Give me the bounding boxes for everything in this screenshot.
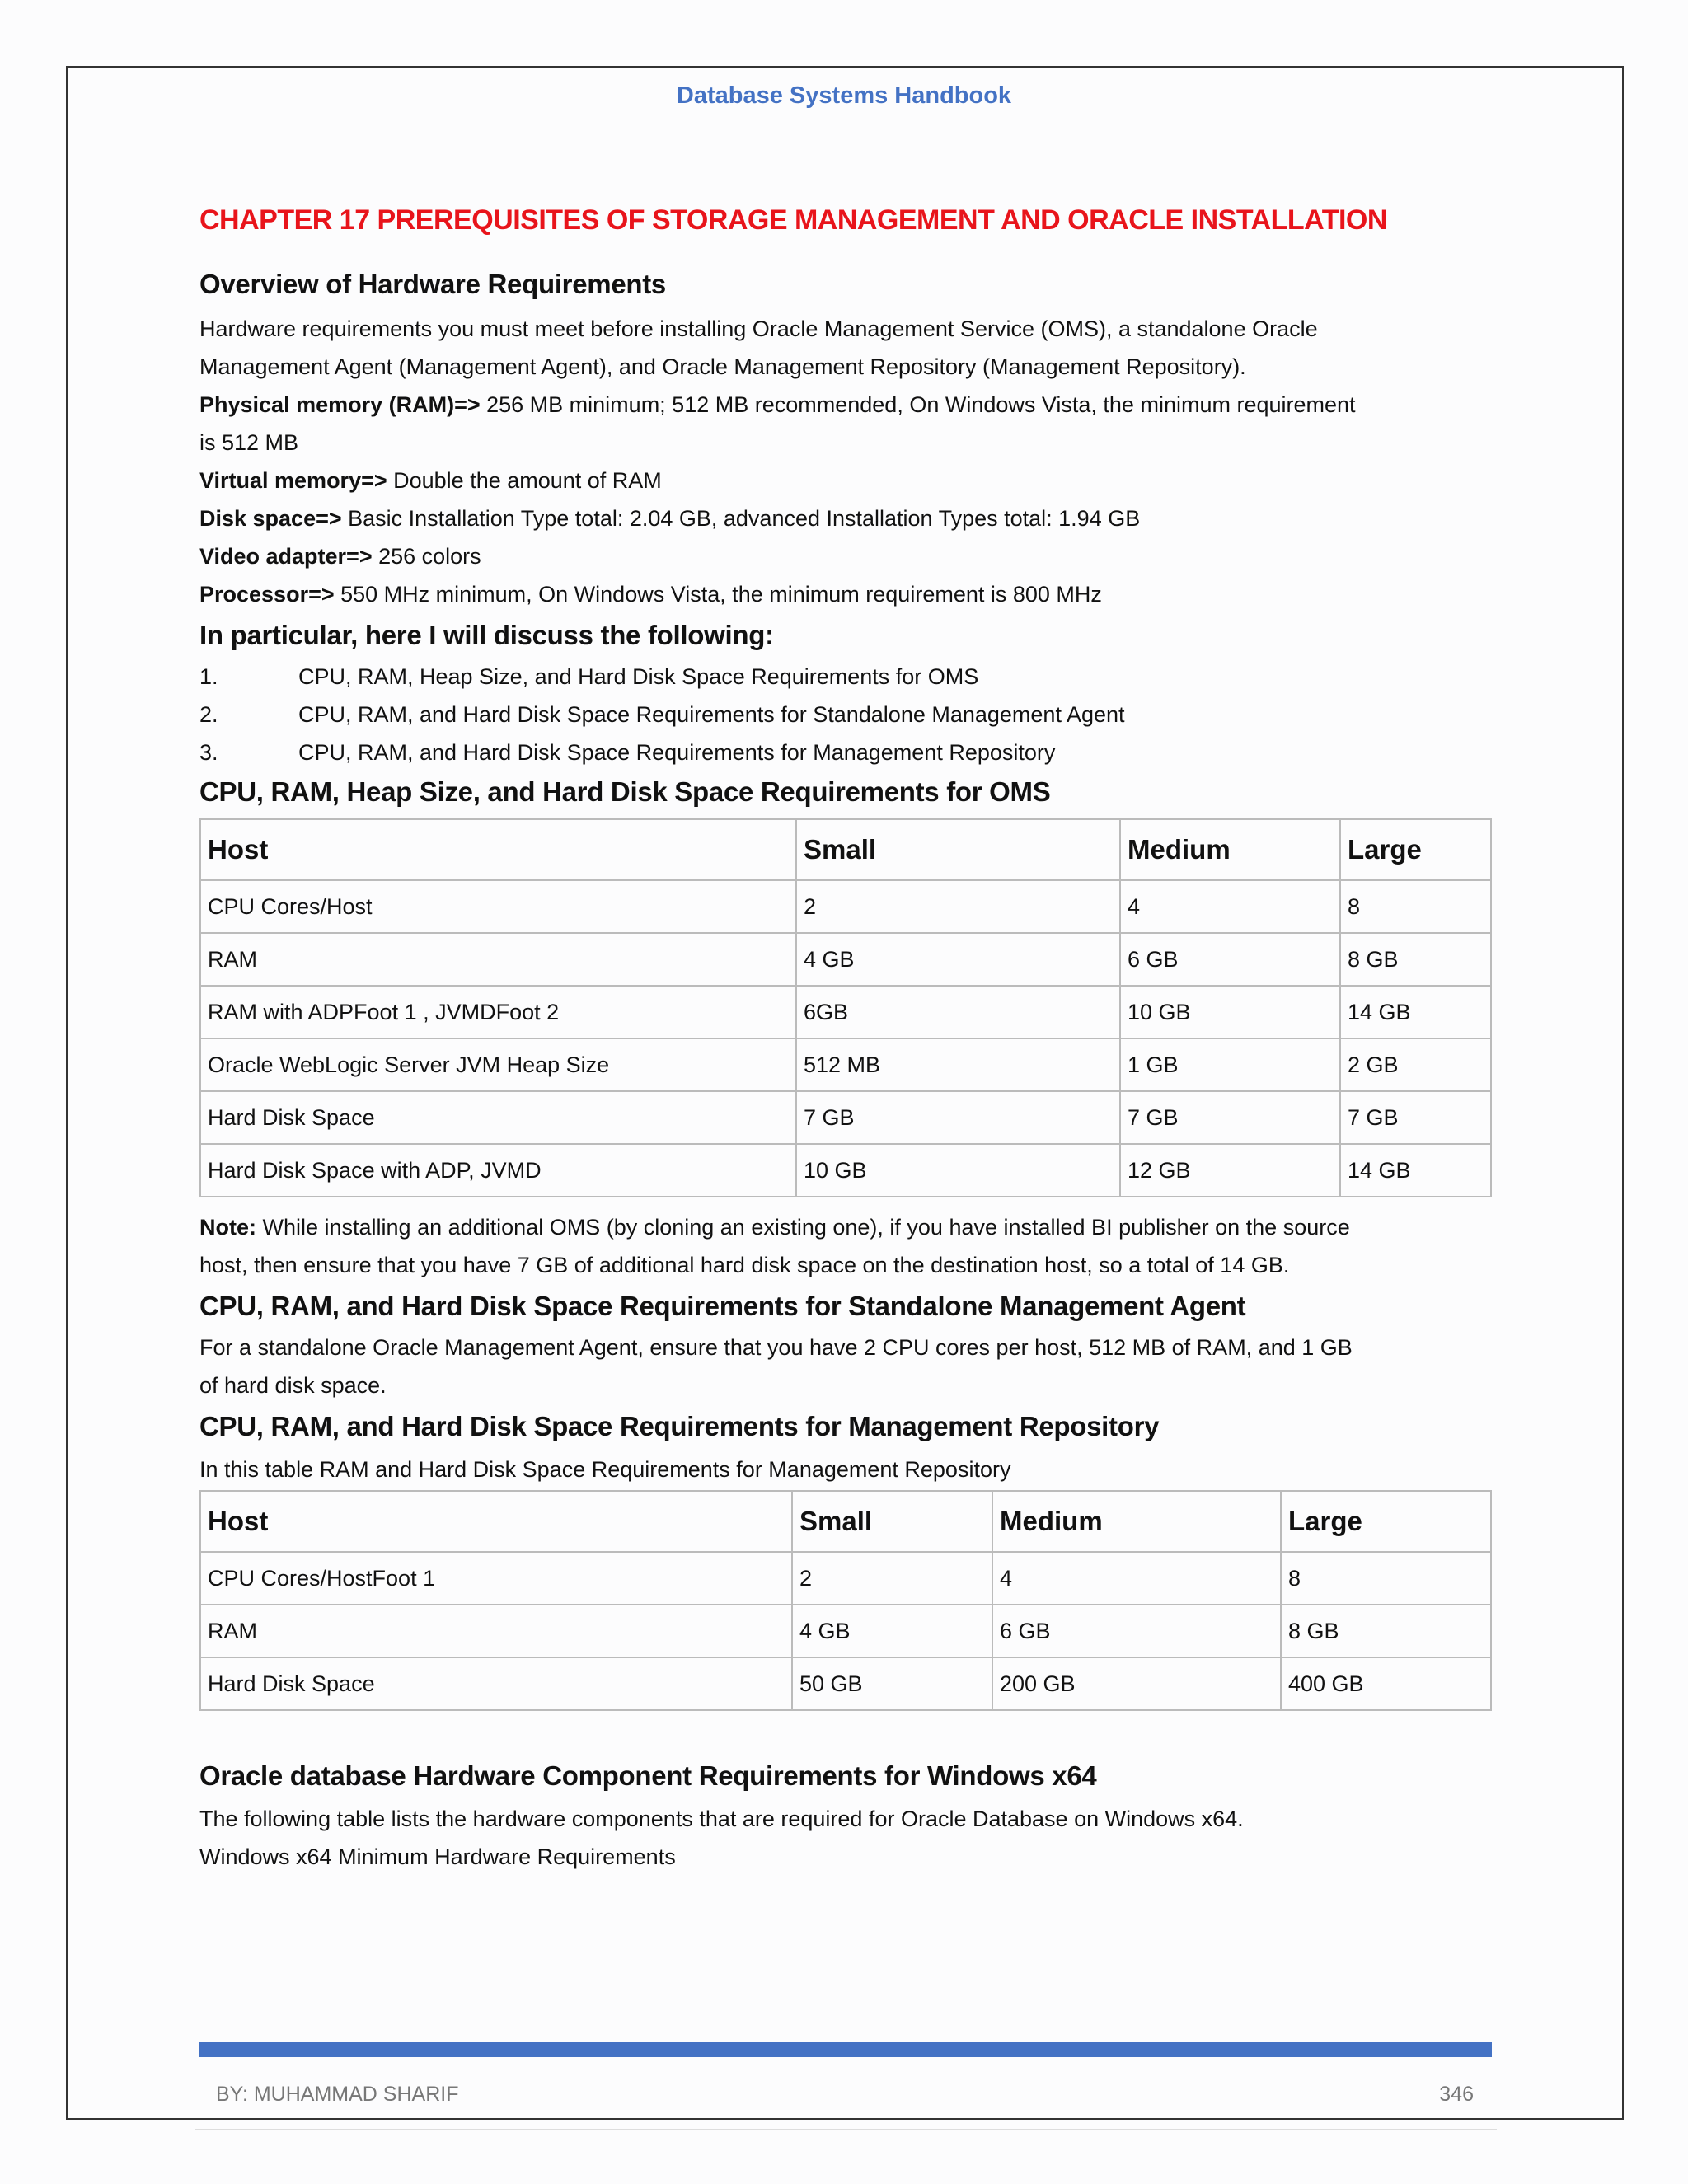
requirement-processor — [199, 575, 1493, 613]
chapter-title: CHAPTER 17 PREREQUISITES OF STORAGE MANAGEMENT AND ORACLE INSTALLATION — [199, 204, 1387, 236]
table-row — [200, 1091, 1491, 1144]
requirement-disk — [199, 499, 1493, 537]
table-cell: 8 — [1281, 1552, 1491, 1605]
table-row — [200, 1552, 1491, 1605]
value: Basic Installation Type total: 2.04 GB, advanced Installation Types total: 1.94 GB — [341, 506, 1141, 531]
note-text: While installing an additional OMS (by cloning an existing one), if you have installed BI publisher on the source — [256, 1215, 1350, 1240]
table-cell: 7 GB — [1340, 1091, 1491, 1144]
table-cell: Hard Disk Space — [200, 1091, 796, 1144]
value: 550 MHz minimum, On Windows Vista, the minimum requirement is 800 MHz — [334, 582, 1102, 607]
table-cell: Hard Disk Space — [200, 1657, 792, 1710]
running-header: Database Systems Handbook — [676, 82, 1012, 109]
table-cell: 2 — [796, 880, 1120, 933]
table-cell: 6GB — [796, 986, 1120, 1038]
topic-list — [199, 658, 1493, 771]
table-cell: 1 GB — [1120, 1038, 1340, 1091]
repo-intro — [199, 1451, 1493, 1488]
table-cell: 4 GB — [796, 933, 1120, 986]
header-cell: Small — [792, 1491, 992, 1552]
table-cell: 50 GB — [792, 1657, 992, 1710]
footer-author: BY: MUHAMMAD SHARIF — [216, 2083, 459, 2106]
oms-heading: CPU, RAM, Heap Size, and Hard Disk Space Requirements for OMS — [199, 776, 1051, 807]
table-cell: Oracle WebLogic Server JVM Heap Size — [200, 1038, 796, 1091]
label: Processor=> — [199, 582, 335, 607]
table-cell: 10 GB — [1120, 986, 1340, 1038]
windows-body — [199, 1800, 1493, 1876]
list-text: CPU, RAM, Heap Size, and Hard Disk Space Requirements for OMS — [298, 664, 979, 689]
header-cell: Large — [1340, 819, 1491, 880]
windows-line: The following table lists the hardware components that are required for Oracle Database on Windows x64. — [199, 1807, 1244, 1831]
table-cell: 6 GB — [992, 1605, 1281, 1657]
value: 256 colors — [372, 544, 481, 569]
table-cell: 8 — [1340, 880, 1491, 933]
oms-table-wrap — [199, 818, 1493, 1197]
table-cell: 200 GB — [992, 1657, 1281, 1710]
list-item — [199, 733, 1493, 771]
list-number: 1. — [199, 664, 218, 689]
table-row — [200, 1144, 1491, 1197]
footer-rule — [195, 2129, 1497, 2130]
table-cell: 2 — [792, 1552, 992, 1605]
header-cell: Medium — [1120, 819, 1340, 880]
label: Physical memory (RAM)=> — [199, 392, 481, 417]
table-cell: 14 GB — [1340, 1144, 1491, 1197]
oms-requirements-table — [199, 818, 1492, 1197]
table-row — [200, 1038, 1491, 1091]
label: Disk space=> — [199, 506, 342, 531]
table-cell: 2 GB — [1340, 1038, 1491, 1091]
requirement-video — [199, 537, 1493, 575]
intro-line: Management Agent (Management Agent), and Oracle Management Repository (Management Repository). — [199, 354, 1246, 379]
requirement-ram-cont: is 512 MB — [199, 430, 299, 455]
agent-heading: CPU, RAM, and Hard Disk Space Requirements for Standalone Management Agent — [199, 1291, 1246, 1321]
table-header-row — [200, 1491, 1491, 1552]
label: Virtual memory=> — [199, 468, 387, 493]
overview-heading: Overview of Hardware Requirements — [199, 269, 666, 299]
agent-line: For a standalone Oracle Management Agent, ensure that you have 2 CPU cores per host, 512 MB of RAM, and 1 GB — [199, 1335, 1353, 1360]
list-item — [199, 696, 1493, 733]
table-cell: 7 GB — [796, 1091, 1120, 1144]
table-header-row — [200, 819, 1491, 880]
table-cell: 4 GB — [792, 1605, 992, 1657]
table-cell: CPU Cores/HostFoot 1 — [200, 1552, 792, 1605]
table-row — [200, 1605, 1491, 1657]
table-cell: 14 GB — [1340, 986, 1491, 1038]
note-line: host, then ensure that you have 7 GB of additional hard disk space on the destination host, so a total of 14 GB. — [199, 1253, 1290, 1277]
repo-heading: CPU, RAM, and Hard Disk Space Requirements for Management Repository — [199, 1411, 1160, 1441]
table-cell: 12 GB — [1120, 1144, 1340, 1197]
table-cell: 4 — [1120, 880, 1340, 933]
intro-line: Hardware requirements you must meet before installing Oracle Management Service (OMS), a standalone Oracle — [199, 316, 1318, 341]
windows-line: Windows x64 Minimum Hardware Requirements — [199, 1844, 676, 1869]
note-line — [199, 1208, 1493, 1246]
table-cell: 7 GB — [1120, 1091, 1340, 1144]
table-row — [200, 933, 1491, 986]
agent-body — [199, 1329, 1493, 1404]
header-cell: Large — [1281, 1491, 1491, 1552]
repo-table-wrap — [199, 1490, 1493, 1711]
value: 256 MB minimum; 512 MB recommended, On Windows Vista, the minimum requirement — [480, 392, 1356, 417]
header-cell: Medium — [992, 1491, 1281, 1552]
label: Video adapter=> — [199, 544, 373, 569]
value: Double the amount of RAM — [387, 468, 662, 493]
table-cell: RAM with ADPFoot 1 , JVMDFoot 2 — [200, 986, 796, 1038]
list-item — [199, 658, 1493, 696]
agent-line: of hard disk space. — [199, 1373, 387, 1398]
requirement-virtual — [199, 462, 1493, 499]
windows-heading: Oracle database Hardware Component Requirements for Windows x64 — [199, 1760, 1097, 1791]
particular-heading: In particular, here I will discuss the following: — [199, 620, 774, 650]
header-cell: Host — [200, 819, 796, 880]
table-cell: 6 GB — [1120, 933, 1340, 986]
table-cell: 8 GB — [1281, 1605, 1491, 1657]
table-cell: 400 GB — [1281, 1657, 1491, 1710]
repo-intro-text: In this table RAM and Hard Disk Space Requirements for Management Repository — [199, 1457, 1011, 1482]
footer-accent-bar — [199, 2042, 1492, 2057]
table-row — [200, 986, 1491, 1038]
list-text: CPU, RAM, and Hard Disk Space Requirements for Standalone Management Agent — [298, 702, 1125, 727]
list-number: 3. — [199, 740, 218, 765]
page-number: 346 — [1439, 2083, 1474, 2106]
table-cell: RAM — [200, 1605, 792, 1657]
overview-body — [199, 310, 1493, 613]
table-cell: 10 GB — [796, 1144, 1120, 1197]
table-row — [200, 1657, 1491, 1710]
header-cell: Small — [796, 819, 1120, 880]
table-cell: RAM — [200, 933, 796, 986]
oms-note — [199, 1208, 1493, 1284]
table-cell: CPU Cores/Host — [200, 880, 796, 933]
list-text: CPU, RAM, and Hard Disk Space Requirements for Management Repository — [298, 740, 1056, 765]
note-label: Note: — [199, 1215, 256, 1240]
table-cell: 4 — [992, 1552, 1281, 1605]
table-cell: 8 GB — [1340, 933, 1491, 986]
table-cell: 512 MB — [796, 1038, 1120, 1091]
list-number: 2. — [199, 702, 218, 727]
table-cell: Hard Disk Space with ADP, JVMD — [200, 1144, 796, 1197]
header-cell: Host — [200, 1491, 792, 1552]
requirement-ram — [199, 386, 1493, 424]
table-row — [200, 880, 1491, 933]
repo-requirements-table — [199, 1490, 1492, 1711]
